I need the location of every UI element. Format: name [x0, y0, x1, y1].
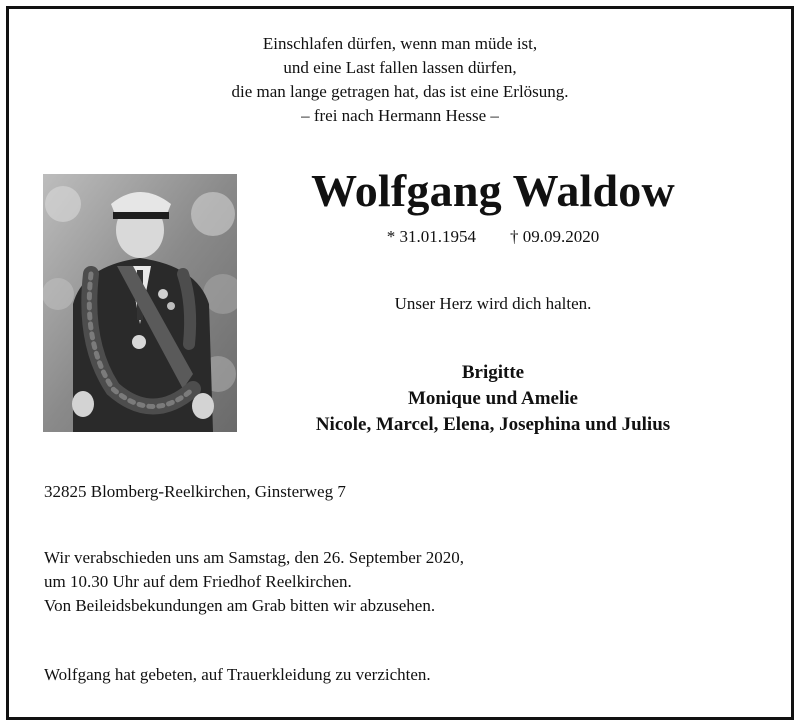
death-date: † 09.09.2020 [510, 227, 600, 246]
quote-line: Einschlafen dürfen, wenn man müde ist, [262, 34, 538, 53]
birth-date: * 31.01.1954 [386, 227, 476, 246]
funeral-service-info [44, 546, 464, 618]
service-line: Von Beileidsbekundungen am Grab bitten wir abzusehen. [44, 596, 436, 615]
memorial-motto: Unser Herz wird dich halten. [394, 294, 592, 313]
mourner-line: Nicole, Marcel, Elena, Josephina und Julius [315, 414, 671, 435]
memorial-quote [0, 32, 800, 128]
mourner-line: Monique und Amelie [408, 388, 578, 409]
mourner-line: Brigitte [461, 362, 525, 383]
service-line: Wir verabschieden uns am Samstag, den 26. September 2020, [44, 548, 464, 567]
dress-code-note: Wolfgang hat gebeten, auf Trauerkleidung zu verzichten. [44, 665, 431, 684]
quote-line: und eine Last fallen lassen dürfen, [283, 58, 517, 77]
service-line: um 10.30 Uhr auf dem Friedhof Reelkirchen. [44, 572, 352, 591]
quote-line: die man lange getragen hat, das ist eine Erlösung. [231, 82, 569, 101]
deceased-name: Wolfgang Waldow [311, 165, 675, 216]
quote-attribution: – frei nach Hermann Hesse – [301, 106, 499, 125]
mourners-list [250, 360, 736, 438]
portrait-photo [43, 174, 237, 432]
life-dates [278, 227, 708, 247]
family-address: 32825 Blomberg-Reelkirchen, Ginsterweg 7 [44, 482, 346, 501]
